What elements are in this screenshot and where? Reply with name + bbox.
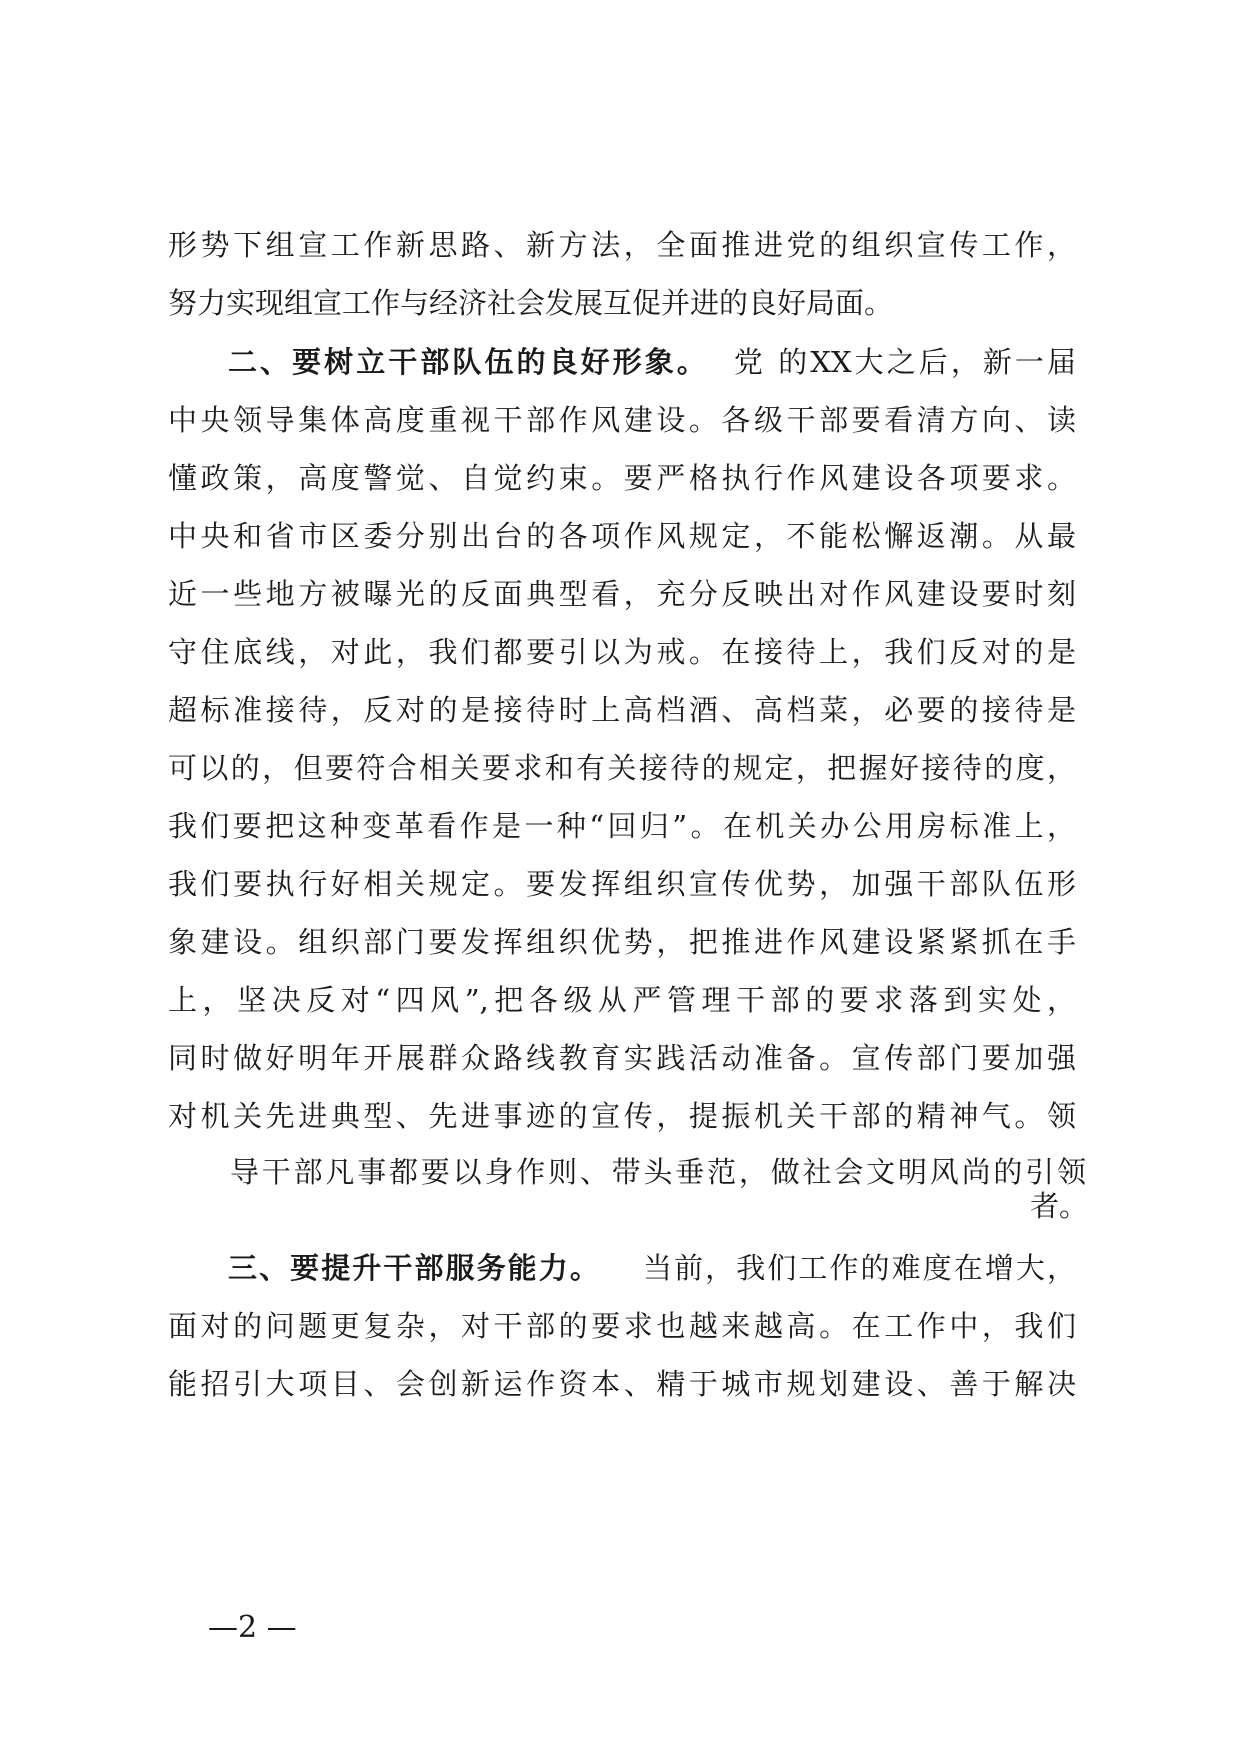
section-3-lead: 当前，我们工作的难度在增大，: [640, 1251, 1076, 1285]
text-line: 形势下组宣工作新思路、新方法，全面推进党的组织宣传工作，: [168, 228, 1076, 262]
text-line: 上，坚决反对“四风”,把各级从严管理干部的要求落到实处，: [168, 983, 1076, 1017]
page-number: —2 —: [208, 1610, 297, 1645]
text-line: 导干部凡事都要以身作则、带头垂范，做社会文明风尚的引领: [230, 1155, 1086, 1189]
text-line: 象建设。组织部门要发挥组织优势，把推进作风建设紧紧抓在手: [168, 925, 1076, 959]
section-3-first-line: [228, 1248, 1076, 1288]
text-line: 中央领导集体高度重视干部作风建设。各级干部要看清方向、读: [168, 403, 1076, 437]
text-line: 我们要执行好相关规定。要发挥组织宣传优势，加强干部队伍形: [168, 867, 1076, 901]
text-line: 守住底线，对此，我们都要引以为戒。在接待上，我们反对的是: [168, 635, 1076, 669]
section-2-first-line: [228, 342, 1076, 382]
text-line: 中央和省市区委分别出台的各项作风规定，不能松懈返潮。从最: [168, 519, 1076, 553]
text-line: 面对的问题更复杂，对干部的要求也越来越高。在工作中，我们: [168, 1309, 1076, 1343]
text-line: 可以的，但要符合相关要求和有关接待的规定，把握好接待的度，: [168, 751, 1076, 785]
text-line: 同时做好明年开展群众路线教育实践活动准备。宣传部门要加强: [168, 1041, 1076, 1075]
section-3-heading: 三、要提升干部服务能力。: [228, 1251, 601, 1285]
text-line-tail: 者。: [1030, 1189, 1089, 1223]
text-line: 能招引大项目、会创新运作资本、精于城市规划建设、善于解决: [168, 1367, 1076, 1401]
text-line: 努力实现组宣工作与经济社会发展互促并进的良好局面。: [168, 286, 894, 320]
text-line: 超标准接待，反对的是接待时上高档酒、高档菜，必要的接待是: [168, 693, 1076, 727]
section-2-lead: 党 的XX大之后，新一届: [730, 345, 1076, 379]
text-line: 懂政策，高度警觉、自觉约束。要严格执行作风建设各项要求。: [168, 461, 1076, 495]
text-line: 近一些地方被曝光的反面典型看，充分反映出对作风建设要时刻: [168, 577, 1076, 611]
section-2-heading: 二、要树立干部队伍的良好形象。: [228, 345, 709, 379]
text-line: 我们要把这种变革看作是一种“回归”。在机关办公用房标准上，: [168, 809, 1076, 843]
text-line: 对机关先进典型、先进事迹的宣传，提振机关干部的精神气。领: [168, 1099, 1076, 1133]
